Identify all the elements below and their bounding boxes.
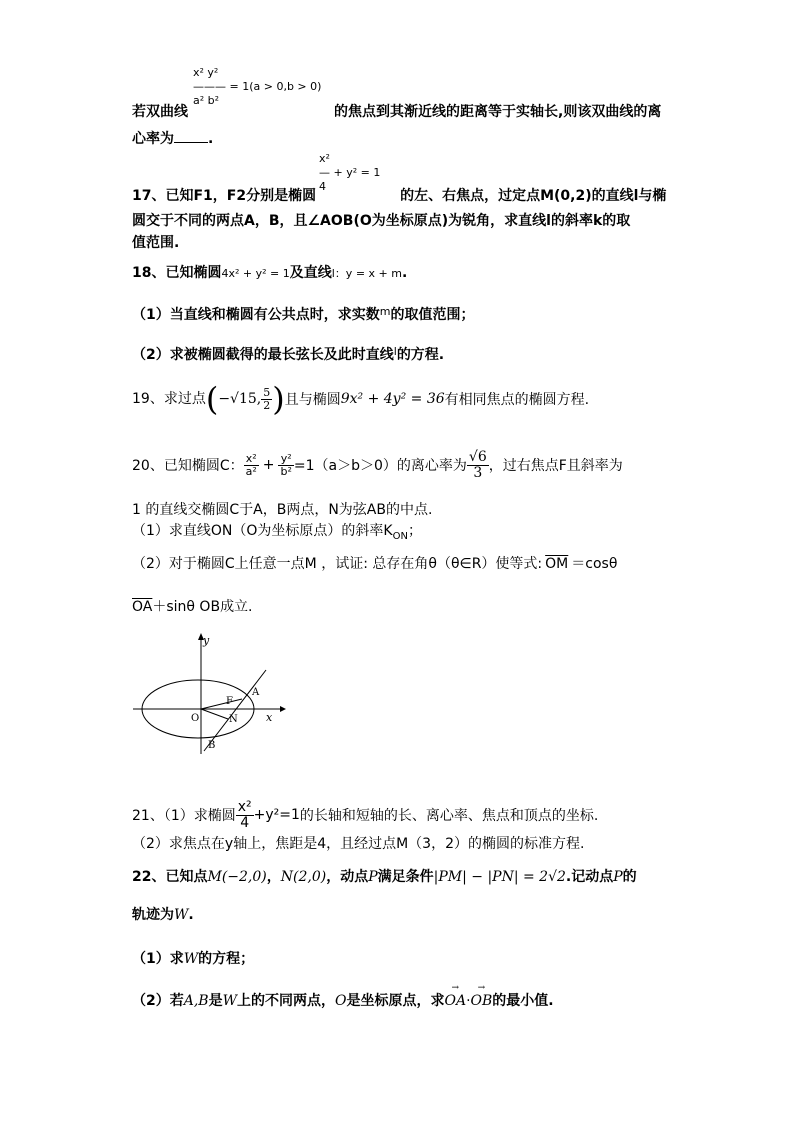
fraction-denominator: 2 (263, 398, 271, 412)
p20-q1-text: （1）求直线ON（O为坐标原点）的斜率K (132, 523, 393, 539)
x-axis-label: x (266, 711, 273, 724)
p22-text: ，动点 (326, 869, 369, 885)
fraction-numerator: 5 (263, 385, 271, 399)
p22-q1-text: 的方程； (198, 951, 255, 967)
p20-q1-text: ； (407, 523, 422, 539)
locus-w: W (183, 951, 199, 967)
p18-line1 (132, 262, 407, 282)
p22-text: 满足条件 (377, 869, 434, 885)
p17-text: 17、已知F1，F2分别是椭圆 (132, 188, 317, 204)
p18-question1 (132, 304, 474, 324)
p22-q2-text: 的最小值. (492, 993, 554, 1009)
p22-condition: |PM| − |PN| = 2√2 (433, 869, 566, 885)
p21-text: 21、（1）求椭圆 (132, 808, 236, 825)
fraction-numerator: √6 (468, 449, 487, 465)
point-n-label: N (229, 714, 238, 725)
point-n: N(2,0) (280, 869, 327, 885)
p20-text: 20、已知椭圆C： (132, 458, 244, 475)
ellipse-figure (128, 628, 288, 756)
p18-question2 (132, 344, 444, 364)
p22-line1 (132, 866, 637, 886)
plus-sign: + (262, 457, 275, 474)
p17-formula-equation: — + y² = 1 (319, 166, 381, 179)
p21-equation-rest: +y²=1 (253, 807, 300, 824)
p21-text: 的长轴和短轴的长、离心率、焦点和顶点的坐标. (299, 808, 599, 825)
p18-ellipse-equation: 4x² + y² = 1 (221, 267, 290, 280)
p16-text: 的焦点到其渐近线的距离等于实轴长,则该双曲线的离 (334, 104, 662, 120)
p18-text: 18、已知椭圆 (132, 265, 222, 281)
p19-point-x: −√15, (218, 391, 262, 407)
locus-w: W (222, 993, 237, 1009)
fraction-numerator: x² (244, 453, 259, 466)
p17-text: 的左、右焦点，过定点M(0,2)的直线l与椭 (400, 188, 667, 204)
line-ab (204, 670, 266, 751)
p16-formula-equation: ——— = 1(a > 0,b > 0) (193, 80, 322, 93)
p18-q2-text: （2）求被椭圆截得的最长弦长及此时直线 (132, 347, 394, 363)
point-p: P (613, 869, 623, 885)
p21-line1 (132, 800, 598, 830)
p22-q1-text: （1）求 (132, 951, 184, 967)
x-axis-arrow (280, 706, 286, 712)
p20-q2-text: （2）对于椭圆C上任意一点M ，试证: 总存在角θ（θ∈R）使等式: (132, 556, 543, 572)
segment-of (201, 699, 242, 709)
p22-text: 22、已知点 (132, 869, 208, 885)
p20-line2: 1 的直线交椭圆C于A，B两点，N为弦AB的中点. (132, 502, 433, 518)
locus-w: W (174, 907, 189, 923)
fraction-numerator: x² (237, 799, 252, 815)
p19-text: 19、求过点 (132, 391, 206, 407)
p20-eccentricity-fraction (467, 450, 489, 480)
fraction-denominator: b² (280, 464, 292, 478)
p22-q2-text: 是 (208, 993, 223, 1009)
p18-text: . (401, 265, 408, 281)
p17-line2: 圆交于不同的两点A，B，且∠AOB(O为坐标原点)为锐角，求直线l的斜率k的取 (132, 213, 631, 229)
p16-formula-numerators: x² y² (193, 66, 219, 79)
p16-line1 (132, 101, 661, 121)
p16-line2 (132, 128, 213, 148)
p20-question2 (132, 553, 617, 573)
vector-ob: → OB (471, 993, 493, 1009)
p19-text: 且与椭圆 (284, 392, 341, 408)
fraction-denominator: a² (245, 464, 257, 478)
p22-question2 (132, 990, 554, 1010)
dot-product-sign: · (466, 993, 471, 1009)
p18-text: 及直线 (289, 265, 332, 281)
p17-line1 (132, 185, 666, 205)
p22-question1 (132, 948, 254, 968)
p22-text: 的 (622, 869, 637, 885)
p18-q1-text: 的取值范围； (390, 307, 475, 323)
p22-text: ， (266, 869, 281, 885)
p20-text: 成立. (220, 599, 253, 615)
p22-q2-text: 是坐标原点，求 (346, 993, 445, 1009)
p22-q2-text: （2）若 (132, 993, 184, 1009)
point-m: M(−2,0) (207, 869, 267, 885)
p20-text: ，过右焦点F且斜率为 (488, 458, 623, 475)
p22-text: .记动点 (565, 869, 614, 885)
p19-point-y-fraction (261, 387, 272, 411)
answer-blank (174, 142, 208, 143)
p20-text: =1（a＞b＞0）的离心率为 (293, 458, 467, 475)
p20-om-vector: $\overline{OM}$ (545, 556, 569, 572)
p16-formula-denominators: a² b² (193, 94, 220, 107)
p18-q2-text: 的方程. (396, 347, 445, 363)
p22-text: . (188, 907, 194, 923)
p16-text: 若双曲线 (132, 104, 188, 120)
right-paren: ) (272, 380, 285, 418)
p18-q1-text: （1）当直线和椭圆有公共点时，求实数 (132, 307, 380, 323)
points-ab: A,B (183, 993, 209, 1009)
origin-o: O (335, 993, 347, 1009)
y-axis-label: y (203, 634, 210, 647)
fraction-numerator: y² (278, 453, 293, 466)
p22-line2 (132, 904, 194, 924)
p21-question2: （2）求焦点在y轴上，焦距是4，且经过点M（3，2）的椭圆的标准方程. (132, 836, 585, 852)
p20-y-fraction (278, 453, 293, 477)
p22-text: 轨迹为 (132, 907, 174, 923)
vector-oa: → OA (444, 993, 466, 1009)
point-p: P (368, 869, 378, 885)
p22-q2-text: 上的不同两点， (237, 993, 335, 1009)
p21-fraction (236, 800, 254, 830)
p20-x-fraction (244, 453, 259, 477)
origin-label: O (191, 713, 200, 724)
p18-q1-m: m (379, 305, 391, 318)
p18-line-equation: ：y = x + m (334, 267, 402, 280)
p20-line4 (132, 596, 253, 616)
p20-q1-subscript: ON (392, 530, 408, 542)
focus-label: F (226, 696, 233, 707)
p19-ellipse-equation: 9x² + 4y² = 36 (340, 391, 445, 407)
p20-text: ＋sinθ OB (152, 599, 221, 615)
p19-text: 有相同焦点的椭圆方程. (444, 392, 590, 408)
left-paren: ( (205, 380, 219, 418)
p16-text: 心率为 (132, 131, 174, 147)
p17-formula-numerator: x² (319, 152, 330, 165)
p18-line-symbol: l (331, 267, 335, 280)
fraction-denominator: 4 (240, 814, 250, 831)
p17-line3: 值范围. (132, 235, 180, 251)
p16-text: . (208, 131, 214, 147)
point-b-label: B (208, 740, 216, 751)
p19-line (132, 380, 590, 418)
segment-on (201, 709, 228, 719)
p18-q2-l: l (393, 345, 397, 358)
p17-formula-denominator: 4 (319, 180, 326, 193)
fraction-denominator: 3 (473, 464, 483, 481)
point-a-label: A (252, 687, 260, 698)
p20-q2-text: ＝cosθ (571, 556, 618, 572)
p20-line1 (132, 450, 623, 480)
p20-question1 (132, 520, 422, 542)
p20-oa-vector: $\overline{OA}$ (132, 599, 153, 615)
